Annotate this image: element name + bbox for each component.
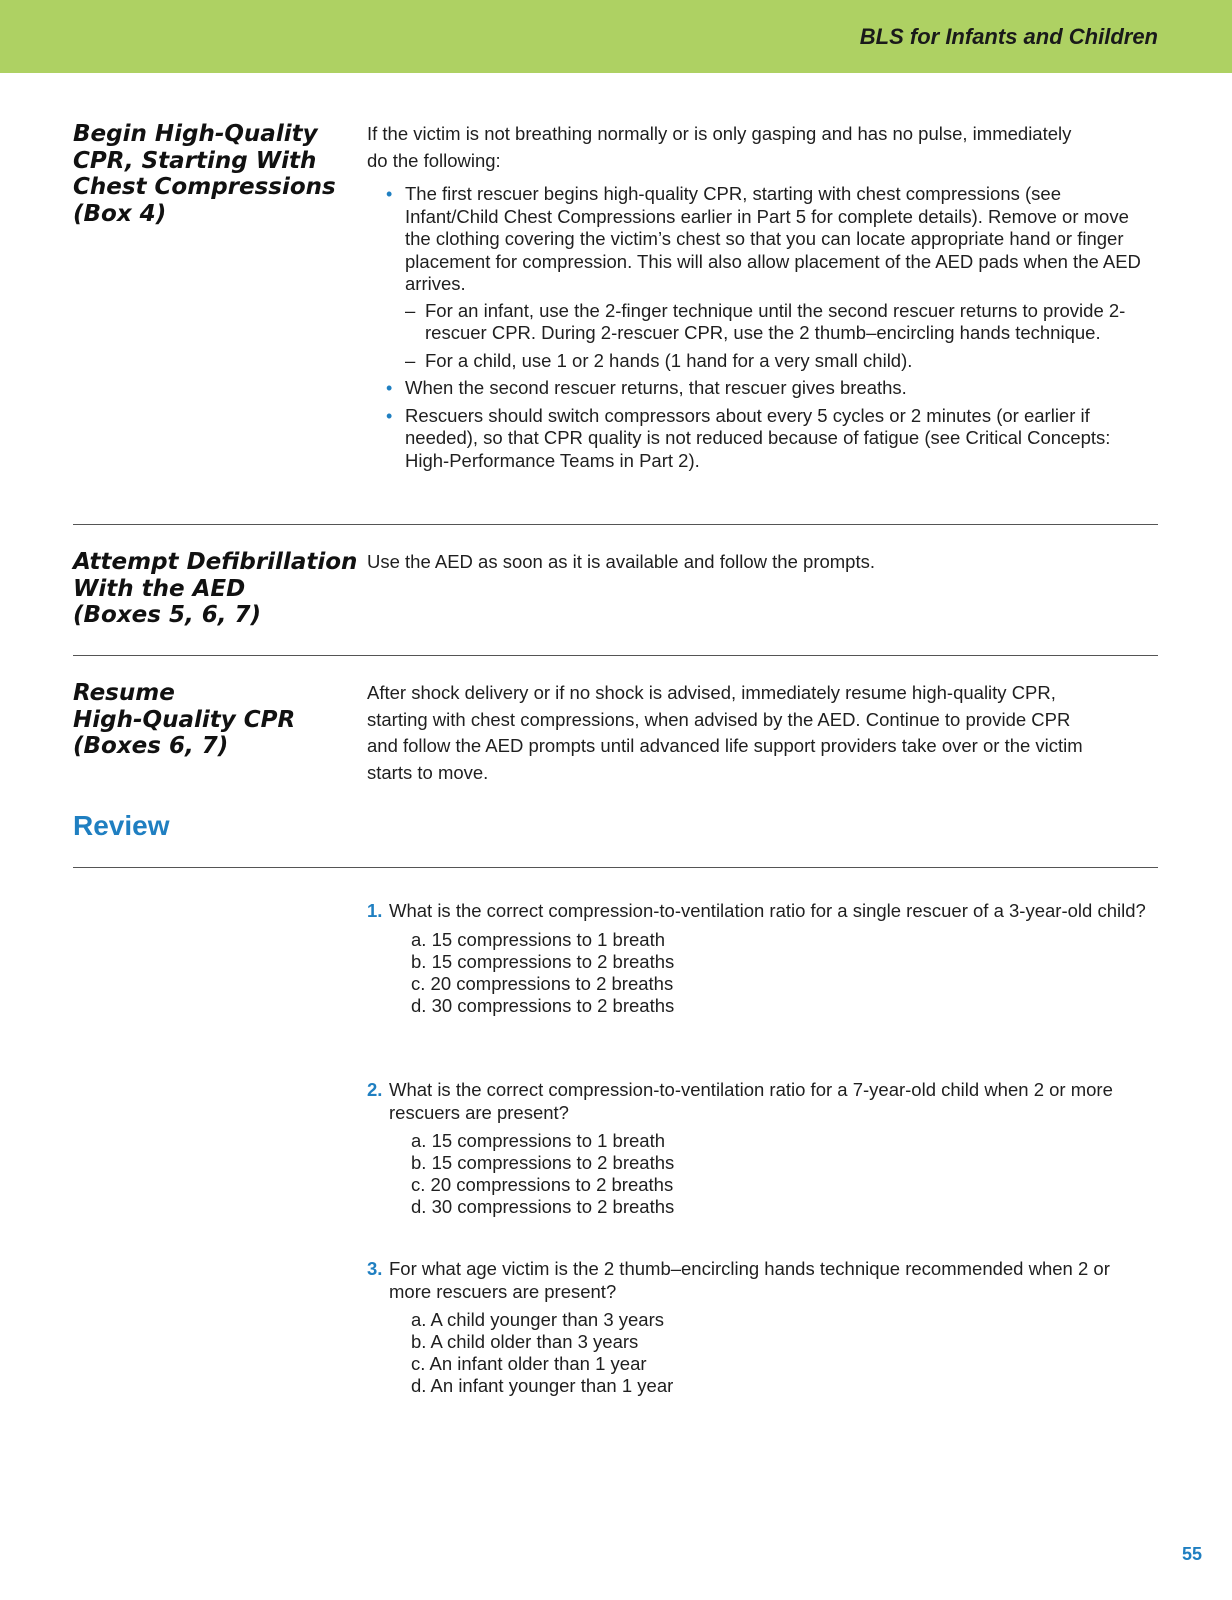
intro-line: If the victim is not breathing normally or is only gasping and has no pulse, immediately	[367, 123, 1072, 144]
answer-option: c. An infant older than 1 year	[411, 1353, 647, 1374]
question-number: 1.	[367, 900, 383, 921]
answer-option: d. 30 compressions to 2 breaths	[411, 1196, 675, 1217]
section-resume-cpr	[73, 680, 1158, 790]
answer-option: d. An infant younger than 1 year	[411, 1375, 674, 1396]
bullet-dot-icon: •	[386, 184, 393, 204]
running-header-title: BLS for Infants and Children	[859, 24, 1158, 49]
answer-options	[411, 1130, 1157, 1218]
question-text: 3. For what age victim is the 2 thumb–encircling hands technique recommended when 2 or more rescuers are present?	[367, 1258, 1110, 1302]
section-heading: Begin High-Quality CPR, Starting With Chest Compressions (Box 4)	[73, 121, 336, 227]
answer-option: a. A child younger than 3 years	[411, 1309, 665, 1330]
header-band	[0, 0, 1232, 73]
answer-option: a. 15 compressions to 1 breath	[411, 1130, 666, 1151]
answer-option: d. 30 compressions to 2 breaths	[411, 994, 675, 1016]
page-number: 55	[1181, 1544, 1202, 1564]
answer-option: c. 20 compressions to 2 breaths	[411, 1174, 674, 1195]
question-number: 3.	[367, 1258, 383, 1279]
review-question	[367, 1258, 1157, 1397]
section-heading: Resume High-Quality CPR (Boxes 6, 7)	[73, 680, 296, 759]
section-divider	[73, 524, 1158, 525]
question-number: 2.	[367, 1079, 383, 1100]
answer-options	[411, 929, 1157, 1017]
review-heading: Review	[73, 810, 170, 841]
answer-option: b. 15 compressions to 2 breaths	[411, 1152, 675, 1173]
answer-option: a. 15 compressions to 1 breath	[411, 928, 666, 950]
answer-option: c. 20 compressions to 2 breaths	[411, 972, 674, 994]
sub-item: – For a child, use 1 or 2 hands (1 hand for a very small child).	[405, 349, 913, 371]
sub-item: – For an infant, use the 2-finger technique until the second rescuer returns to provide 2-rescuer CPR. During 2-rescuer CPR, use the 2 thumb–encircling hands technique.	[405, 299, 1126, 343]
answer-option: b. A child older than 3 years	[411, 1331, 639, 1352]
review-question	[367, 900, 1157, 1017]
question-text: 2. What is the correct compression-to-ventilation ratio for a 7-year-old child when 2 or more rescuers are present?	[367, 1079, 1113, 1123]
bullet-dot-icon: •	[386, 378, 393, 398]
section-divider	[73, 655, 1158, 656]
section-begin-cpr	[73, 121, 1158, 496]
bullet-item: • The first rescuer begins high-quality CPR, starting with chest compressions (see Infant/Child Chest Compressions earlier in Part 5 for complete details). Remove or move the clothing covering the victim’s chest so that you can locate appropriate hand or finger placement for compression. This will also allow placement of the AED pads when the AED arrives. – For an infant, use the 2-finger technique until the second rescuer returns to provide 2-rescuer CPR. During 2-rescuer CPR, use the 2 thumb–encircling hands technique. – For a child, use 1 or 2 hands (1 hand for a very small child).	[367, 183, 1157, 372]
review-question	[367, 1079, 1157, 1218]
bullet-item: • Rescuers should switch compressors about every 5 cycles or 2 minutes (or earlier if needed), so that CPR quality is not reduced because of fatigue (see Critical Concepts: High-Performance Teams in Part 2).	[386, 404, 1111, 471]
dash-icon: –	[405, 349, 416, 371]
intro-line: do the following:	[367, 149, 501, 171]
section-defibrillation	[73, 549, 1158, 639]
section-heading: Attempt Defibrillation With the AED (Boxes 5, 6, 7)	[73, 549, 358, 628]
dash-icon: –	[405, 299, 416, 321]
bullet-list	[367, 183, 1157, 472]
sub-list	[405, 300, 1157, 373]
answer-options	[411, 1309, 1157, 1397]
review-divider	[73, 867, 1158, 868]
section-body	[367, 121, 1157, 477]
bullet-dot-icon: •	[386, 405, 393, 426]
question-text: 1. What is the correct compression-to-ventilation ratio for a single rescuer of a 3-year-old child?	[367, 900, 1146, 921]
bullet-item: • When the second rescuer returns, that rescuer gives breaths.	[386, 377, 907, 398]
answer-option: b. 15 compressions to 2 breaths	[411, 950, 675, 972]
section-body: Use the AED as soon as it is available and follow the prompts.	[367, 551, 875, 572]
section-body: After shock delivery or if no shock is advised, immediately resume high-quality CPR, starting with chest compressions, when advised by the AED. Continue to provide CPR and follow the AED prompts until advanced life support providers take over or the victim starts to move.	[367, 682, 1083, 783]
